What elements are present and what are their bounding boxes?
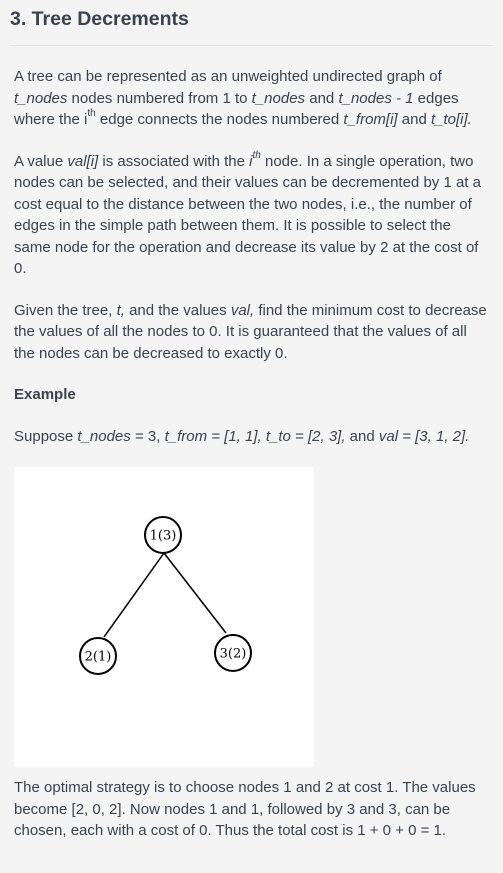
text: edge connects the nodes numbered [95, 111, 344, 128]
problem-content [14, 66, 490, 842]
tree-svg [14, 467, 314, 767]
text: = 3, [130, 427, 165, 445]
text: Suppose [14, 427, 78, 445]
explanation [14, 777, 490, 842]
text: and [345, 427, 379, 445]
tree-node-2 [80, 638, 116, 674]
example-heading: Example [14, 386, 76, 403]
paragraph-operation [14, 151, 490, 280]
superscript-th: th [252, 149, 261, 161]
text: and [305, 89, 339, 107]
tree-diagram [14, 467, 314, 767]
tree-edge-1-2 [104, 553, 164, 637]
text: nodes numbered from 1 to [67, 89, 252, 107]
var-val: val, [230, 301, 255, 319]
var-val: val[i] [67, 152, 99, 170]
var-t-nodes: t_nodes [77, 427, 131, 445]
text: Given the tree, [14, 301, 117, 319]
text: A tree can be represented as an unweighted undirected graph of [14, 68, 442, 85]
paragraph-task [14, 300, 490, 365]
tree-node-3 [215, 635, 251, 671]
var-t-nodes: t_nodes [14, 89, 68, 107]
var-t-from: t_from[i] [343, 111, 398, 128]
var-val: val = [3, 1, 2]. [378, 427, 470, 445]
text: is associated with the [98, 152, 250, 170]
tree-node-label: 1(3) [149, 528, 177, 544]
tree-edge-1-3 [164, 553, 226, 633]
example-line [14, 426, 490, 448]
var-t-nodes: t_nodes [251, 89, 306, 107]
tree-node-label: 2(1) [84, 649, 112, 665]
explanation-text: The optimal strategy is to choose nodes 1 and 2 at cost 1. The values become [2, 0, 2]. Now nodes 1 and 1, followed by 3 and 3, can be chosen, each with a cost of 0. Thus the total cost is 1 + 0 + 0 = 1. [14, 779, 476, 839]
text: edges where the i [14, 89, 459, 128]
text: and [397, 111, 431, 128]
var-t-nodes-minus-one: t_nodes - 1 [338, 89, 414, 107]
tree-node-1 [145, 517, 181, 553]
text: find the minimum cost to decrease the values of all the nodes to 0. It is guaranteed that the values of all the nodes can be decreased to exactly 0. [14, 301, 487, 362]
text: A value [14, 152, 68, 170]
page-title: 3. Tree Decrements [10, 8, 189, 30]
var-t-from-to: t_from = [1, 1], t_to = [2, 3], [164, 427, 346, 445]
paragraph-intro [14, 66, 490, 131]
text: node. In a single operation, two nodes can be selected, and their values can be decremented by 1 at a cost equal to the distance between the two nodes, i.e., the number of edges in the simple path between them. It is possible to select the same node for the operation and decrease its value by 2 at the cost of 0. [14, 152, 481, 277]
superscript-th: th [87, 108, 96, 119]
var-i: i [249, 152, 253, 170]
title-divider [10, 45, 493, 46]
var-t-to: t_to[i]. [430, 111, 472, 128]
var-t: t, [116, 301, 125, 319]
tree-node-label: 3(2) [219, 646, 247, 662]
text: and the values [124, 301, 231, 319]
